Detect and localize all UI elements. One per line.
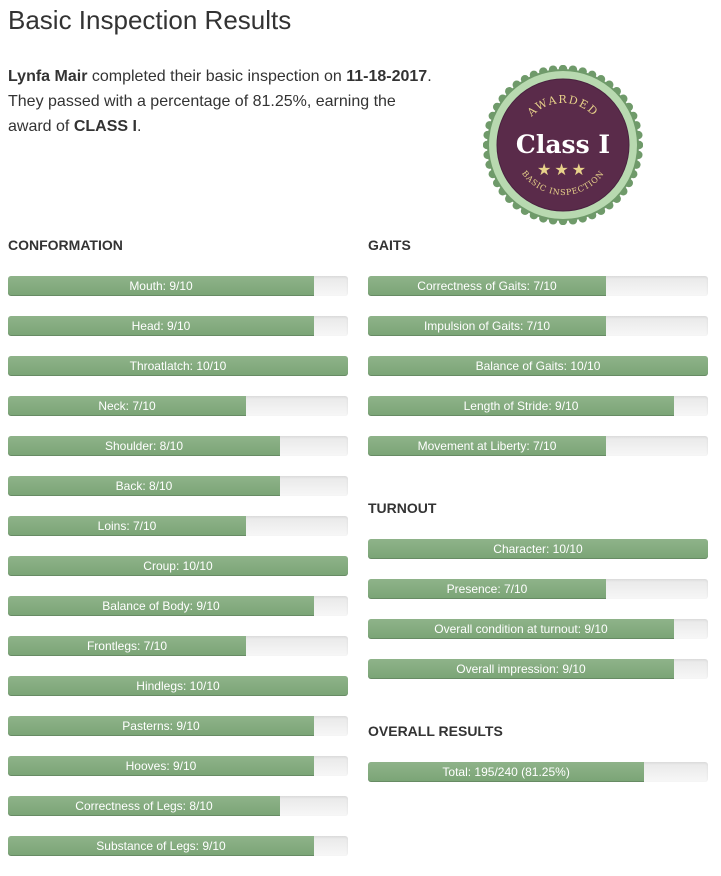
- score-bar: [8, 316, 348, 336]
- score-bar: [8, 636, 348, 656]
- badge-stars-icon: ★★★: [536, 160, 590, 179]
- score-bar-label: Croup: 10/10: [143, 559, 213, 573]
- score-bar-label: Neck: 7/10: [98, 399, 156, 413]
- score-bar: [368, 619, 708, 639]
- score-bar: [368, 396, 708, 416]
- score-bar: [368, 436, 708, 456]
- score-bar-label: Loins: 7/10: [97, 519, 157, 533]
- summary-text: They passed with a percentage of 81.25%, earning the: [8, 93, 396, 110]
- score-bar-label: Frontlegs: 7/10: [86, 639, 168, 653]
- summary-text: .: [427, 68, 432, 85]
- score-bar: [8, 676, 348, 696]
- score-bar: [8, 716, 348, 736]
- conformation-heading: CONFORMATION: [8, 237, 123, 253]
- score-bar: [8, 596, 348, 616]
- badge-top-text: AWARDED: [524, 92, 602, 120]
- score-bar: [8, 756, 348, 776]
- horse-name: Lynfa Mair: [8, 68, 88, 85]
- score-bar: [368, 579, 708, 599]
- score-bar-label: Balance of Body: 9/10: [102, 599, 220, 613]
- score-bar-label: Head: 9/10: [131, 319, 191, 333]
- summary-text: completed their basic inspection on: [87, 68, 347, 85]
- turnout-scores: [368, 539, 708, 699]
- score-bar: [8, 276, 348, 296]
- score-bar-label: Correctness of Legs: 8/10: [75, 799, 213, 813]
- score-bar: [8, 796, 348, 816]
- score-bar: [368, 356, 708, 376]
- score-bar-label: Substance of Legs: 9/10: [96, 839, 226, 853]
- inspection-date: 11-18-2017: [346, 68, 428, 85]
- score-bar: [368, 659, 708, 679]
- score-bar: [368, 539, 708, 559]
- award-class: CLASS I: [73, 118, 137, 135]
- score-bar-label: Hooves: 9/10: [125, 759, 197, 773]
- score-bar: [368, 276, 708, 296]
- score-bar: [8, 396, 348, 416]
- score-bar-label: Total: 195/240 (81.25%): [442, 765, 570, 779]
- summary-text: award of: [8, 118, 74, 135]
- score-bar-label: Pasterns: 9/10: [122, 719, 200, 733]
- score-bar-label: Hindlegs: 10/10: [136, 679, 220, 693]
- badge-main-text: Class I: [515, 130, 611, 159]
- score-bar-label: Movement at Liberty: 7/10: [417, 439, 557, 453]
- score-bar: [368, 316, 708, 336]
- award-badge: [483, 65, 643, 225]
- score-bar: [8, 436, 348, 456]
- score-bar-label: Throatlatch: 10/10: [129, 359, 227, 373]
- score-bar: [8, 836, 348, 856]
- gaits-scores: [368, 276, 708, 476]
- score-bar-label: Impulsion of Gaits: 7/10: [423, 319, 551, 333]
- badge-bottom-text: BASIC INSPECTION: [520, 168, 606, 198]
- page-title: Basic Inspection Results: [8, 5, 292, 35]
- score-bar: [368, 762, 708, 782]
- score-bar: [8, 476, 348, 496]
- score-bar-label: Mouth: 9/10: [129, 279, 193, 293]
- summary-text: .: [136, 118, 142, 135]
- score-bar-label: Back: 8/10: [115, 479, 173, 493]
- score-bar: [8, 556, 348, 576]
- score-bar-label: Overall condition at turnout: 9/10: [434, 622, 608, 636]
- score-bar-label: Overall impression: 9/10: [456, 662, 586, 676]
- turnout-heading: TURNOUT: [368, 500, 437, 516]
- overall-scores: [368, 762, 708, 802]
- score-bar-label: Character: 10/10: [493, 542, 583, 556]
- gaits-heading: GAITS: [368, 237, 411, 253]
- score-bar-label: Correctness of Gaits: 7/10: [417, 279, 557, 293]
- score-bar: [8, 516, 348, 536]
- overall-results-heading: OVERALL RESULTS: [368, 723, 503, 739]
- score-bar: [8, 356, 348, 376]
- score-bar-label: Presence: 7/10: [446, 582, 528, 596]
- conformation-scores: [8, 276, 348, 876]
- inspection-summary: [8, 64, 458, 139]
- score-bar-label: Length of Stride: 9/10: [463, 399, 579, 413]
- score-bar-label: Balance of Gaits: 10/10: [475, 359, 601, 373]
- score-bar-label: Shoulder: 8/10: [104, 439, 184, 453]
